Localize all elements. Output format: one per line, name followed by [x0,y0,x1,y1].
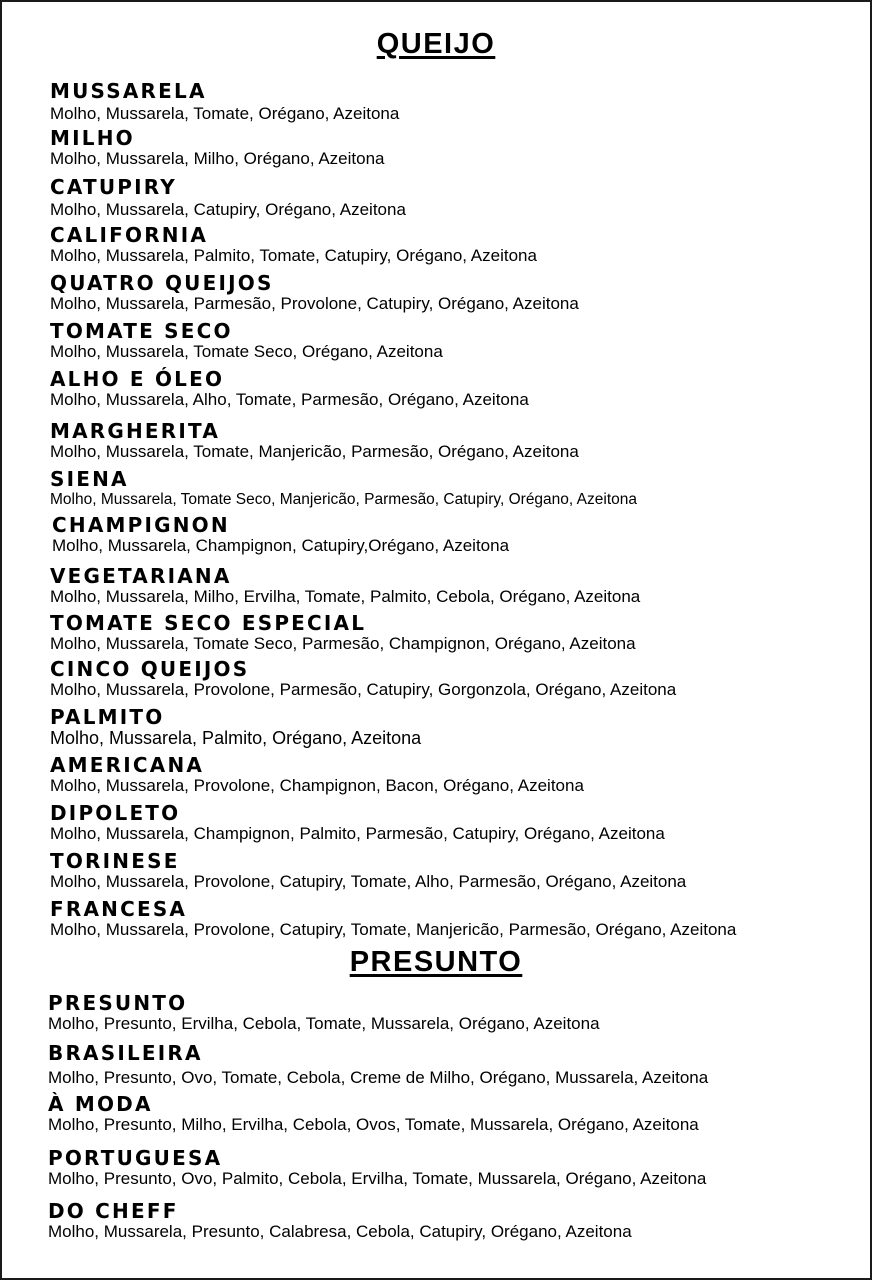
section-title-queijo: QUEIJO [376,28,496,60]
item-description: Molho, Presunto, Ovo, Palmito, Cebola, Ervilha, Tomate, Mussarela, Orégano, Azeitona [48,1169,707,1188]
item-description: Molho, Mussarela, Provolone, Catupiry, Tomate, Alho, Parmesão, Orégano, Azeitona [50,872,687,891]
menu-item [50,565,640,607]
menu-item [50,850,686,892]
item-description: Molho, Mussarela, Presunto, Calabresa, Cebola, Catupiry, Orégano, Azeitona [48,1222,632,1241]
item-name: À MODA [48,1092,153,1116]
menu-item [50,80,399,124]
menu-item [50,368,529,410]
item-name: PALMITO [50,705,165,729]
item-description: Molho, Mussarela, Palmito, Tomate, Catupiry, Orégano, Azeitona [50,246,537,265]
item-name: MUSSARELA [50,79,207,103]
item-description: Molho, Mussarela, Provolone, Catupiry, Tomate, Manjericão, Parmesão, Orégano, Azeitona [50,920,737,939]
menu-item [50,320,443,362]
item-description: Molho, Mussarela, Milho, Orégano, Azeitona [50,149,385,168]
item-description: Molho, Mussarela, Tomate Seco, Orégano, Azeitona [50,342,443,361]
item-description: Molho, Presunto, Ovo, Tomate, Cebola, Creme de Milho, Orégano, Mussarela, Azeitona [48,1068,709,1087]
menu-item [50,754,584,796]
item-name: MARGHERITA [50,419,221,443]
item-name: PRESUNTO [48,991,188,1015]
item-description: Molho, Mussarela, Alho, Tomate, Parmesão, Orégano, Azeitona [50,390,529,409]
item-description: Molho, Mussarela, Catupiry, Orégano, Azeitona [50,200,406,219]
item-name: DO CHEFF [48,1199,179,1223]
item-description: Molho, Presunto, Milho, Ervilha, Cebola, Ovos, Tomate, Mussarela, Orégano, Azeitona [48,1115,699,1134]
menu-item [50,224,537,266]
menu-item [50,420,579,462]
item-name: QUATRO QUEIJOS [50,271,274,295]
menu-item [50,127,385,169]
item-description: Molho, Presunto, Ervilha, Cebola, Tomate, Mussarela, Orégano, Azeitona [48,1014,600,1033]
item-name: CATUPIRY [50,175,177,199]
item-description: Molho, Mussarela, Champignon, Catupiry,Orégano, Azeitona [52,536,510,555]
item-name: MILHO [50,126,135,150]
item-description: Molho, Mussarela, Milho, Ervilha, Tomate, Palmito, Cebola, Orégano, Azeitona [50,587,641,606]
menu-item [48,1147,706,1189]
item-name: CHAMPIGNON [52,513,230,537]
item-name: VEGETARIANA [50,564,232,588]
item-name: TORINESE [50,849,180,873]
item-description: Molho, Mussarela, Champignon, Palmito, Parmesão, Catupiry, Orégano, Azeitona [50,824,665,843]
item-name: CALIFORNIA [50,223,209,247]
item-name: AMERICANA [50,753,205,777]
menu-item [50,898,736,940]
item-description: Molho, Mussarela, Provolone, Champignon, Bacon, Orégano, Azeitona [50,776,584,795]
item-description: Molho, Mussarela, Tomate Seco, Parmesão, Champignon, Orégano, Azeitona [50,634,636,653]
item-description: Molho, Mussarela, Palmito, Orégano, Azeitona [50,728,422,748]
menu-item [50,468,637,510]
menu-item [50,802,665,844]
item-name: CINCO QUEIJOS [50,657,250,681]
menu-item [50,272,579,314]
item-description: Molho, Mussarela, Provolone, Parmesão, Catupiry, Gorgonzola, Orégano, Azeitona [50,680,677,699]
item-name: TOMATE SECO ESPECIAL [50,611,367,635]
item-description: Molho, Mussarela, Tomate, Orégano, Azeitona [50,104,400,123]
menu-item [52,514,509,556]
menu-item [48,1200,632,1242]
item-name: SIENA [50,467,129,491]
item-name: FRANCESA [50,897,188,921]
menu-item [50,706,421,748]
item-name: BRASILEIRA [48,1041,203,1065]
item-description: Molho, Mussarela, Tomate Seco, Manjericão, Parmesão, Catupiry, Orégano, Azeitona [50,491,637,508]
item-name: ALHO E ÓLEO [50,367,225,391]
menu-item [50,658,676,700]
item-name: PORTUGUESA [48,1146,223,1170]
item-description: Molho, Mussarela, Tomate, Manjericão, Parmesão, Orégano, Azeitona [50,442,579,461]
menu-item [48,992,600,1034]
menu-item [50,612,636,654]
menu-item [50,176,406,220]
item-name: TOMATE SECO [50,319,233,343]
section-title-presunto: PRESUNTO [349,946,523,978]
menu-item [48,1093,699,1135]
item-name: DIPOLETO [50,801,181,825]
item-description: Molho, Mussarela, Parmesão, Provolone, Catupiry, Orégano, Azeitona [50,294,579,313]
menu-item [48,1042,708,1088]
